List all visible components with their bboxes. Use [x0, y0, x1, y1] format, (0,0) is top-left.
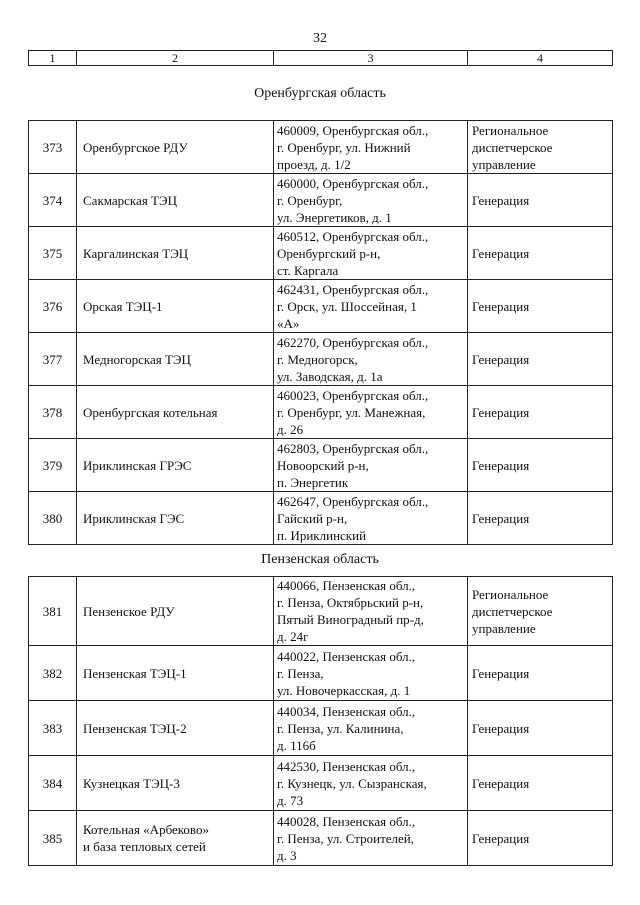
name-line: Оренбургская котельная — [83, 404, 218, 420]
address-line: 462270, Оренбургская обл., — [277, 334, 429, 350]
name-cell — [77, 386, 274, 439]
name-cell — [77, 756, 274, 811]
address-line: 460023, Оренбургская обл., — [277, 387, 429, 403]
address-line: г. Пенза, ул. Строителей, — [277, 830, 415, 846]
address-cell — [274, 280, 468, 333]
address-cell — [274, 756, 468, 811]
type-cell — [468, 492, 613, 545]
name-line: Медногорская ТЭЦ — [83, 351, 191, 367]
table-row — [29, 121, 613, 174]
address-line: ул. Энергетиков, д. 1 — [277, 209, 392, 225]
type-line: Генерация — [472, 245, 530, 261]
name-cell — [77, 577, 274, 646]
header-row — [29, 51, 613, 66]
row-number-cell: 380 — [29, 492, 77, 545]
table-row — [29, 701, 613, 756]
address-cell — [274, 121, 468, 174]
address-cell — [274, 646, 468, 701]
address-cell — [274, 333, 468, 386]
address-line: Гайский р-н, — [277, 510, 348, 526]
address-line: г. Пенза, ул. Калинина, — [277, 720, 404, 736]
type-cell — [468, 577, 613, 646]
name-line: Пензенская ТЭЦ-1 — [83, 665, 187, 681]
address-line: г. Пенза, — [277, 665, 324, 681]
table-row — [29, 577, 613, 646]
type-cell — [468, 646, 613, 701]
header-col-1: 1 — [29, 51, 77, 66]
address-line: д. 24г — [277, 629, 309, 644]
name-cell — [77, 174, 274, 227]
address-cell — [274, 439, 468, 492]
address-cell — [274, 492, 468, 545]
type-cell — [468, 756, 613, 811]
type-cell — [468, 174, 613, 227]
table-row — [29, 227, 613, 280]
address-cell — [274, 701, 468, 756]
table-row — [29, 174, 613, 227]
address-line: ул. Заводская, д. 1а — [277, 368, 383, 384]
type-cell — [468, 227, 613, 280]
type-line: управление — [472, 156, 536, 172]
address-line: г. Кузнецк, ул. Сызранская, — [277, 775, 427, 791]
table-row — [29, 333, 613, 386]
name-cell — [77, 439, 274, 492]
address-line: Новоорский р-н, — [277, 457, 369, 473]
address-line: 440034, Пензенская обл., — [277, 703, 416, 719]
type-line: диспетчерское — [472, 139, 553, 155]
table-orenburg — [28, 120, 613, 545]
address-line: ул. Новочеркасская, д. 1 — [277, 682, 411, 698]
address-line: г. Оренбург, — [277, 192, 343, 208]
name-line: Котельная «Арбеково» — [83, 822, 209, 837]
header-col-2: 2 — [77, 51, 274, 66]
address-line: 440066, Пензенская обл., — [277, 578, 416, 593]
name-line: Сакмарская ТЭЦ — [83, 192, 177, 208]
type-line: Генерация — [472, 351, 530, 367]
column-number-header — [28, 50, 613, 66]
address-line: г. Пенза, Октябрьский р-н, — [277, 595, 424, 610]
name-cell — [77, 280, 274, 333]
name-line: Пензенское РДУ — [83, 603, 175, 619]
name-line: Орская ТЭЦ-1 — [83, 298, 163, 314]
type-cell — [468, 386, 613, 439]
name-line: Ириклинская ГЭС — [83, 510, 185, 526]
type-cell — [468, 439, 613, 492]
address-line: д. 26 — [277, 421, 304, 437]
table-row — [29, 386, 613, 439]
type-line: диспетчерское — [472, 603, 553, 619]
name-cell — [77, 492, 274, 545]
type-line: Генерация — [472, 720, 530, 736]
address-line: г. Медногорск, — [277, 351, 358, 367]
address-line: г. Оренбург, ул. Манежная, — [277, 404, 426, 420]
address-line: проезд, д. 1/2 — [277, 156, 351, 172]
name-line: Пензенская ТЭЦ-2 — [83, 720, 187, 736]
type-line: Генерация — [472, 665, 530, 681]
name-cell — [77, 646, 274, 701]
address-line: 440028, Пензенская обл., — [277, 813, 416, 829]
type-cell — [468, 333, 613, 386]
type-cell — [468, 280, 613, 333]
address-line: д. 73 — [277, 792, 304, 808]
address-line: 462431, Оренбургская обл., — [277, 281, 429, 297]
row-number-cell: 377 — [29, 333, 77, 386]
type-cell — [468, 811, 613, 866]
name-line: Ириклинская ГРЭС — [83, 457, 192, 473]
type-line: Генерация — [472, 298, 530, 314]
address-cell — [274, 811, 468, 866]
type-line: Региональное — [472, 586, 549, 602]
type-line: Региональное — [472, 122, 549, 138]
address-cell — [274, 386, 468, 439]
address-cell — [274, 174, 468, 227]
name-cell — [77, 121, 274, 174]
row-number-cell: 383 — [29, 701, 77, 756]
section-title-penza: Пензенская область — [261, 552, 379, 567]
type-line: управление — [472, 620, 536, 636]
table-penza — [28, 576, 613, 866]
address-line: д. 116б — [277, 737, 316, 753]
type-line: Генерация — [472, 457, 530, 473]
address-line: Оренбургский р-н, — [277, 245, 381, 261]
address-line: 440022, Пензенская обл., — [277, 648, 416, 664]
name-cell — [77, 333, 274, 386]
address-cell — [274, 227, 468, 280]
row-number-cell: 373 — [29, 121, 77, 174]
row-number-cell: 378 — [29, 386, 77, 439]
header-col-4: 4 — [468, 51, 613, 66]
row-number-cell: 376 — [29, 280, 77, 333]
name-line: Каргалинская ТЭЦ — [83, 245, 189, 261]
address-line: п. Энергетик — [277, 474, 349, 490]
name-line: и база тепловых сетей — [83, 839, 206, 854]
address-line: д. 3 — [277, 847, 297, 863]
row-number-cell: 381 — [29, 577, 77, 646]
row-number-cell: 384 — [29, 756, 77, 811]
type-line: Генерация — [472, 404, 530, 420]
section-title-orenburg: Оренбургская область — [254, 86, 386, 101]
address-line: «А» — [277, 315, 300, 331]
address-line: 462803, Оренбургская обл., — [277, 440, 429, 456]
address-line: п. Ириклинский — [277, 527, 367, 543]
address-line: г. Оренбург, ул. Нижний — [277, 139, 411, 155]
table-row — [29, 280, 613, 333]
address-line: 442530, Пензенская обл., — [277, 758, 416, 774]
name-line: Оренбургское РДУ — [83, 139, 188, 155]
type-line: Генерация — [472, 830, 530, 846]
type-cell — [468, 701, 613, 756]
name-cell — [77, 227, 274, 280]
type-line: Генерация — [472, 775, 530, 791]
type-line: Генерация — [472, 510, 530, 526]
address-line: 460009, Оренбургская обл., — [277, 122, 429, 138]
row-number-cell: 374 — [29, 174, 77, 227]
address-line: Пятый Виноградный пр-д, — [277, 612, 424, 627]
table-row — [29, 756, 613, 811]
type-cell — [468, 121, 613, 174]
type-line: Генерация — [472, 192, 530, 208]
row-number-cell: 385 — [29, 811, 77, 866]
row-number-cell: 379 — [29, 439, 77, 492]
address-line: 460000, Оренбургская обл., — [277, 175, 429, 191]
table-row — [29, 811, 613, 866]
address-line: ст. Каргала — [277, 262, 339, 278]
row-number-cell: 375 — [29, 227, 77, 280]
header-col-3: 3 — [274, 51, 468, 66]
table-row — [29, 439, 613, 492]
address-line: г. Орск, ул. Шоссейная, 1 — [277, 298, 417, 314]
address-line: 462647, Оренбургская обл., — [277, 493, 429, 509]
table-row — [29, 646, 613, 701]
address-line: 460512, Оренбургская обл., — [277, 228, 429, 244]
name-cell — [77, 811, 274, 866]
name-cell — [77, 701, 274, 756]
name-line: Кузнецкая ТЭЦ-3 — [83, 775, 180, 791]
table-row — [29, 492, 613, 545]
page-number: 32 — [313, 31, 327, 46]
address-cell — [274, 577, 468, 646]
row-number-cell: 382 — [29, 646, 77, 701]
